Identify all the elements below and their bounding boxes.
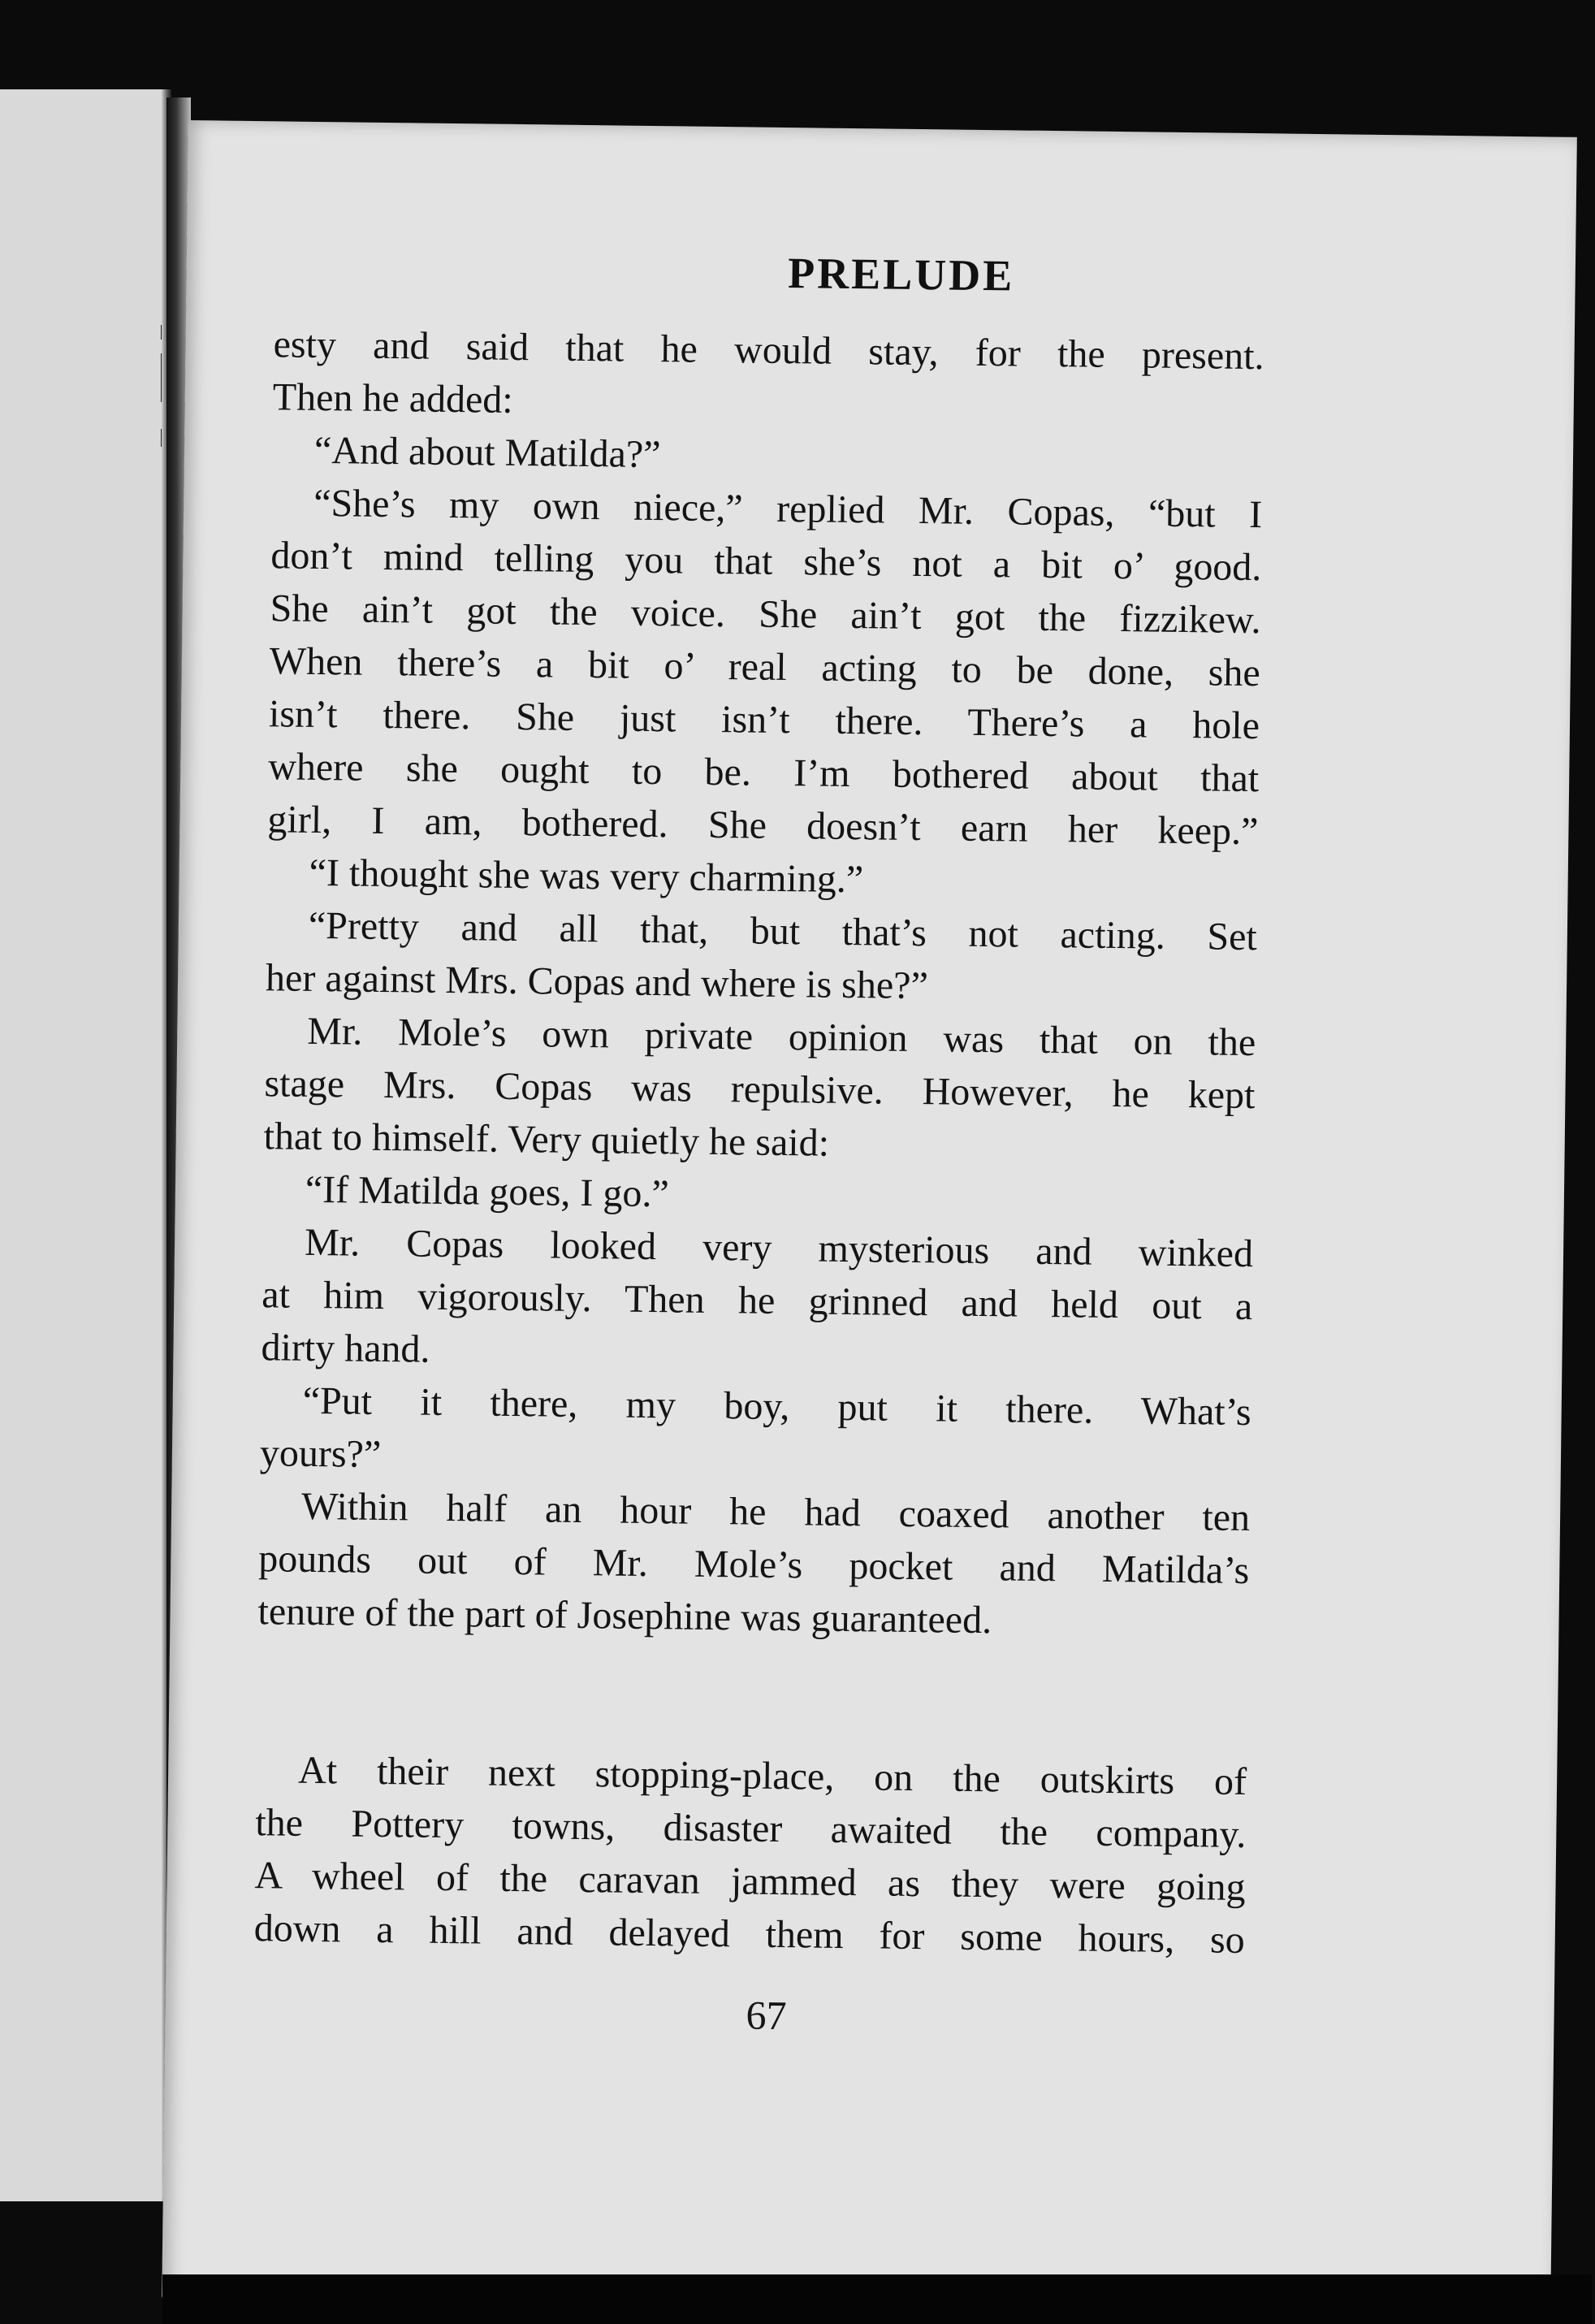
body-text xyxy=(253,318,1264,1967)
facing-page-mark xyxy=(161,325,164,340)
text-line: Within half an hour he had coaxed another ten xyxy=(300,1484,1251,1540)
text-line: pounds out of Mr. Mole’s pocket and Matilda’s xyxy=(258,1537,1250,1593)
text-line: down a hill and delayed them for some hours, so xyxy=(253,1906,1246,1963)
text-line: “If Matilda goes, I go.” xyxy=(305,1167,670,1216)
text-line: tenure of the part of Josephine was guaranteed. xyxy=(257,1590,992,1642)
text-line: where she ought to be. I’m bothered about that xyxy=(267,745,1260,801)
text-line: stage Mrs. Copas was repulsive. However, he kept xyxy=(264,1062,1256,1118)
text-line: Mr. Mole’s own private opinion was that on the xyxy=(306,1009,1256,1065)
facing-page-mark xyxy=(161,353,164,402)
text-line: “Pretty and all that, but that’s not acting. Set xyxy=(308,903,1258,959)
text-line: “Put it there, my boy, put it there. What’s xyxy=(302,1378,1251,1435)
scan-border xyxy=(162,2274,1592,2324)
text-line: She ain’t got the voice. She ain’t got the fizzikew. xyxy=(270,586,1261,643)
text-line: at him vigorously. Then he grinned and held out a xyxy=(262,1273,1253,1329)
running-head: PRELUDE xyxy=(787,249,1015,301)
text-line: Mr. Copas looked very mysterious and winked xyxy=(304,1220,1254,1276)
text-line: dirty hand. xyxy=(261,1326,430,1371)
text-line: esty and said that he would stay, for the present. xyxy=(273,322,1264,379)
text-line: yours?” xyxy=(259,1431,382,1477)
text-line: isn’t there. She just isn’t there. There’s a hole xyxy=(268,692,1260,748)
section-break xyxy=(257,1638,1248,1755)
text-line: At their next stopping-place, on the outskirts of xyxy=(297,1748,1247,1804)
text-line: girl, I am, bothered. She doesn’t earn her keep.” xyxy=(267,798,1259,854)
text-line: When there’s a bit o’ real acting to be done, she xyxy=(269,639,1261,695)
book-page xyxy=(162,120,1577,2314)
text-line: “She’s my own niece,” replied Mr. Copas, “but I xyxy=(313,481,1263,537)
text-line: that to himself. Very quietly he said: xyxy=(263,1114,830,1165)
facing-page-edge xyxy=(0,89,166,2201)
text-line: “And about Matilda?” xyxy=(313,428,661,477)
text-line: Then he added: xyxy=(272,375,514,422)
text-line: “I thought she was very charming.” xyxy=(309,850,864,902)
text-line: the Pottery towns, disaster awaited the company. xyxy=(255,1801,1247,1857)
facing-page-mark xyxy=(161,429,164,447)
text-line: her against Mrs. Copas and where is she?” xyxy=(265,956,929,1008)
text-line: don’t mind telling you that she’s not a bit o’ good. xyxy=(270,534,1262,590)
text-line: A wheel of the caravan jammed as they were going xyxy=(254,1854,1246,1910)
page-number: 67 xyxy=(746,1992,787,2039)
